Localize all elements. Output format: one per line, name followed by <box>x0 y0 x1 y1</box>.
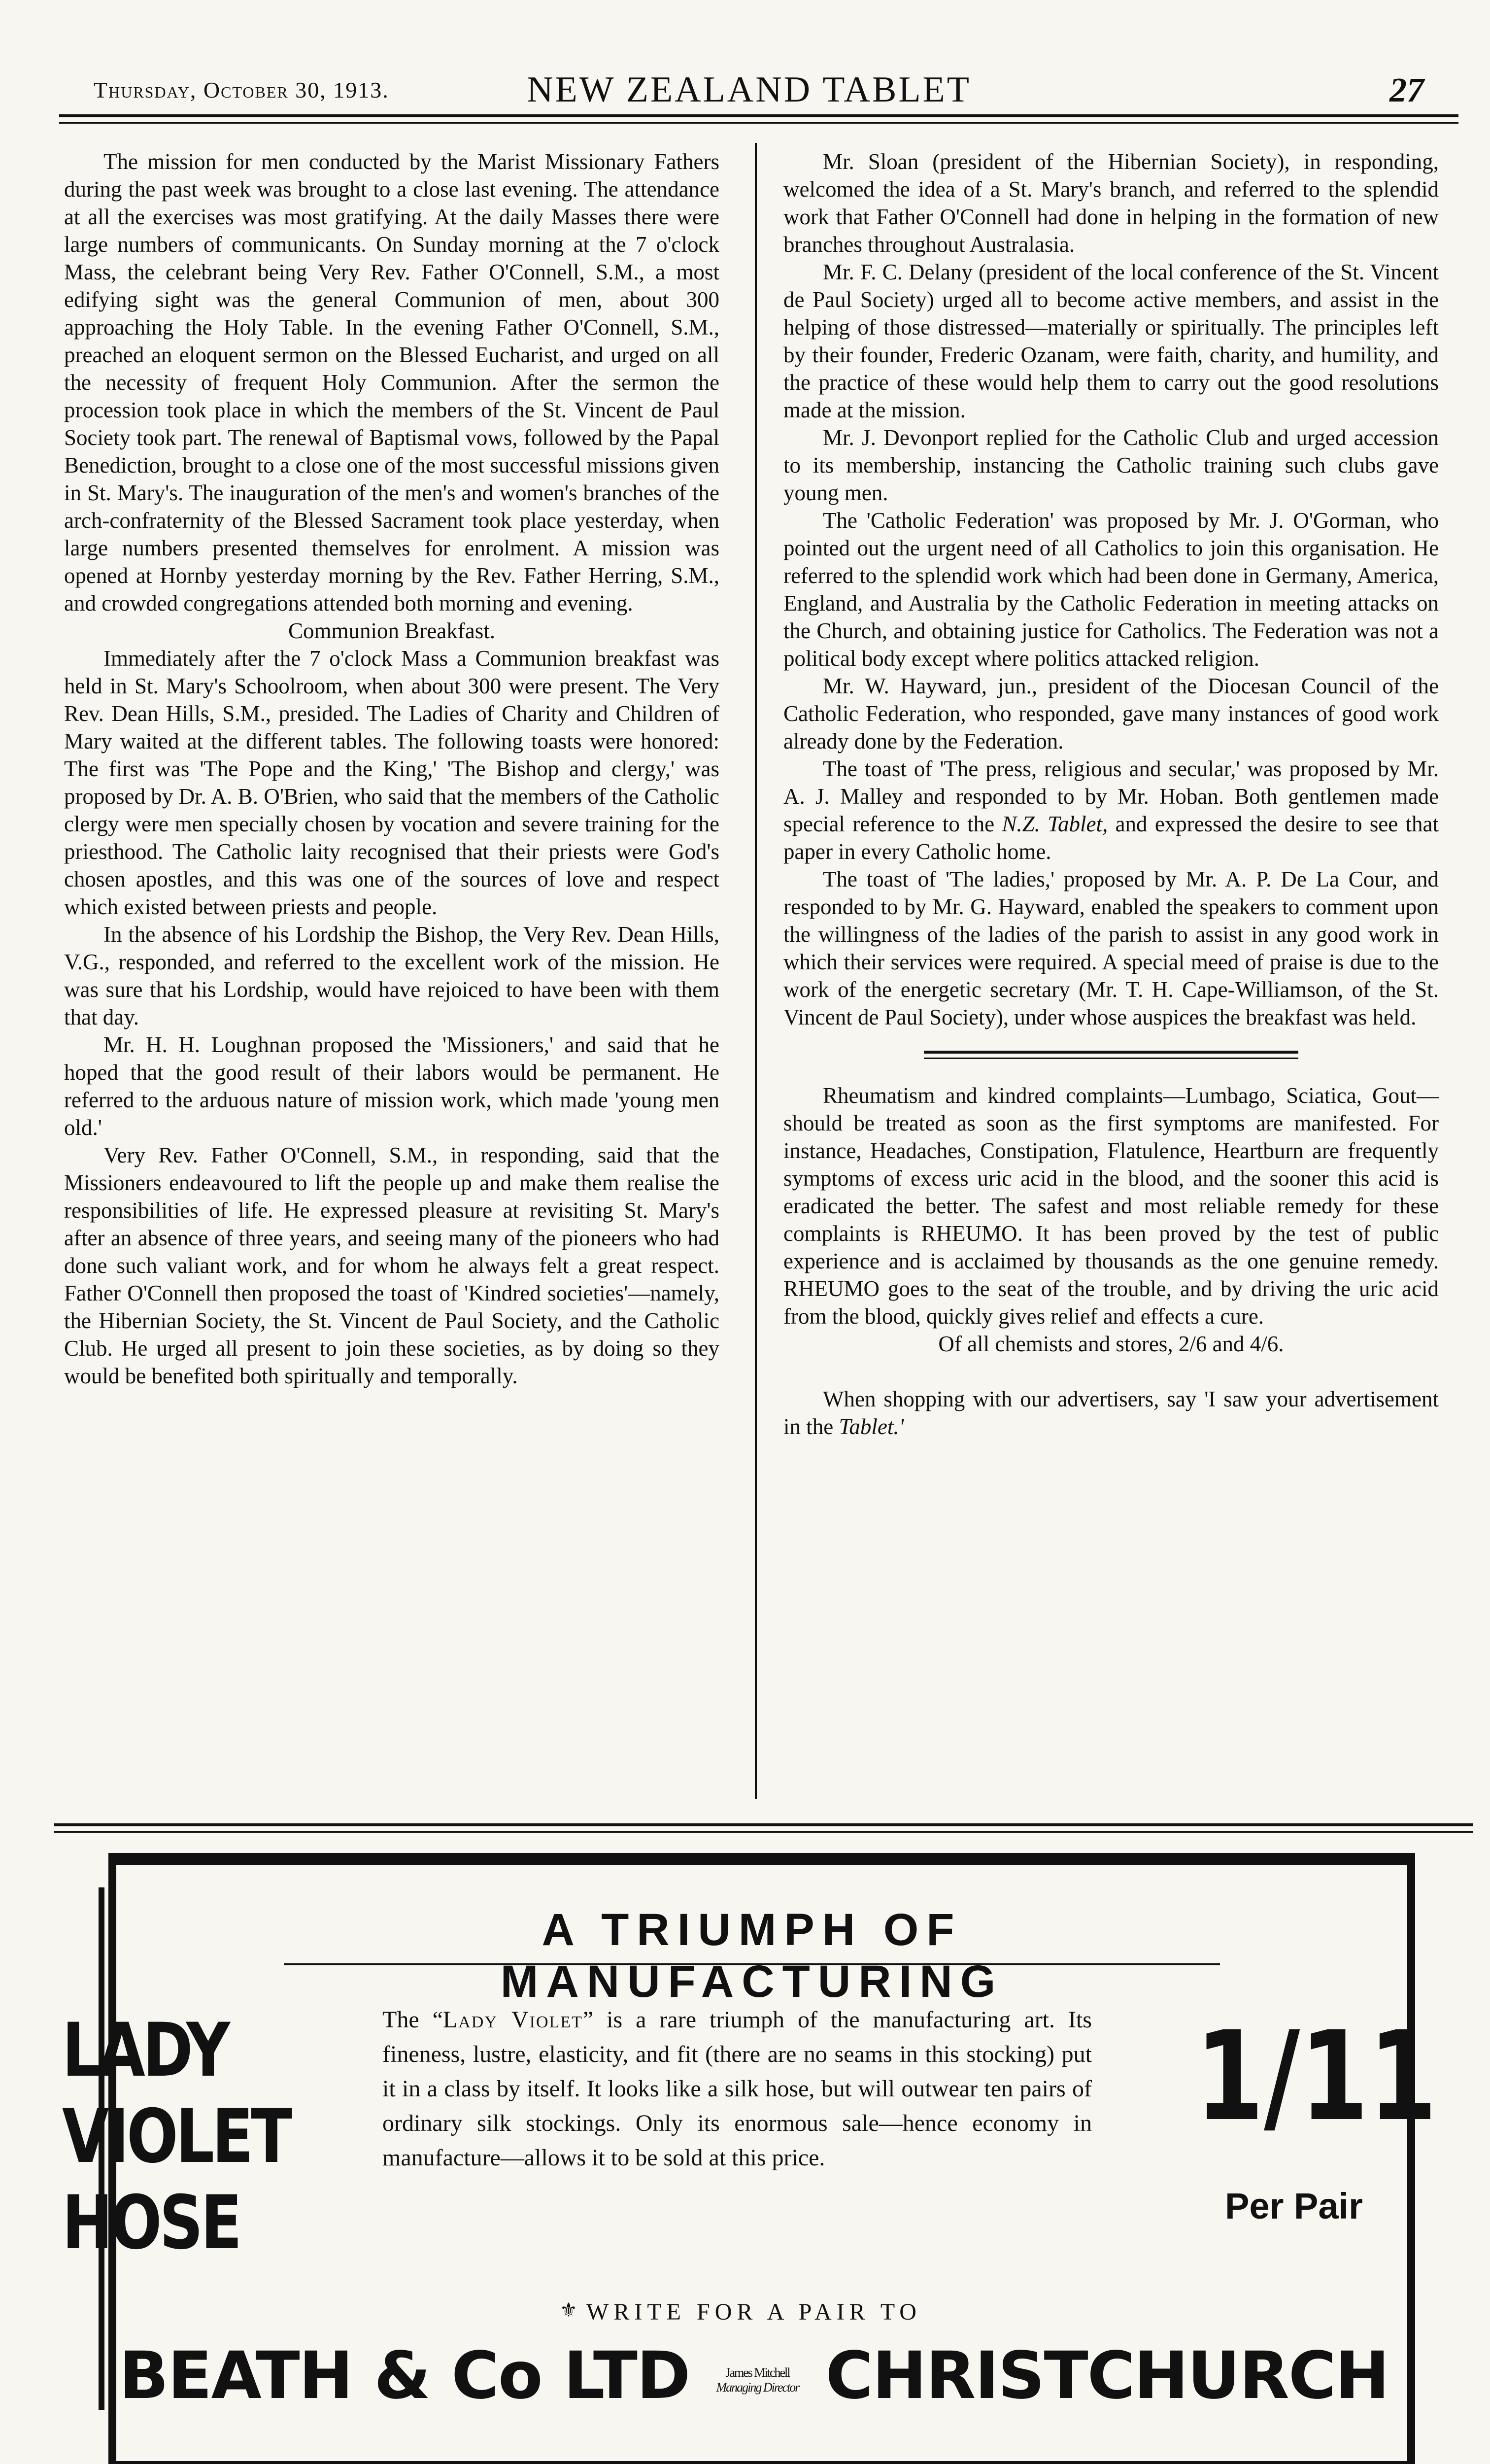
mission-paragraph: The mission for men conducted by the Marist Missionary Fathers during the past week was brought to a close last evening. The attendance at all the exercises was most gratifying. At the daily Masses there were large numbers of communicants. On Sunday morning at the 7 o'clock Mass, the celebrant being Very Rev. Father O'Connell, S.M., a most edifying sight was the general Communion of men, about 300 approaching the Holy Table. In the evening Father O'Connell, S.M., preached an eloquent sermon on the Blessed Eucharist, and urged on all the necessity of frequent Holy Communion. After the sermon the procession took place in which the members of the St. Vincent de Paul Society took part. The renewal of Baptismal vows, followed by the Papal Benediction, brought to a close one of the most successful missions given in St. Mary's. The inauguration of the men's and women's branches of the arch-confraternity of the Blessed Sacrament took place yesterday, when large numbers presented themselves for enrolment. A mission was opened at Hornby yesterday morning by the Rev. Father Herring, S.M., and crowded congregations attended both morning and evening. <box>64 149 719 616</box>
sloan-paragraph: Mr. Sloan (president of the Hibernian Society), in responding, welcomed the idea of a St. Mary's branch, and referred to the splendid work that Father O'Connell had done in helping in the formation of new branches throughout Australasia. <box>783 149 1439 257</box>
brand-line: VIOLET <box>62 2094 290 2180</box>
right-column <box>783 148 1439 1440</box>
company-line <box>116 2338 1391 2414</box>
company-city: CHRISTCHURCH <box>825 2338 1389 2414</box>
federation-paragraph: The 'Catholic Federation' was proposed by Mr. J. O'Gorman, who pointed out the urgent need of all Catholics to join this organisation. He referred to the splendid work which had been done in Germany, America, England, and Australia by the Catholic Federation in meeting attacks on the Church, and obtaining justice for Catholics. The Federation was not a political body except where politics attacked religion. <box>783 508 1439 671</box>
advert-headline: A TRIUMPH OF MANUFACTURING <box>500 1905 1004 2007</box>
issue-date: Thursday, October 30, 1913. <box>94 77 389 103</box>
rheumo-price-line: Of all chemists and stores, 2/6 and 4/6. <box>938 1332 1284 1356</box>
ladies-toast-paragraph: The toast of 'The ladies,' proposed by Mr. A. P. De La Cour, and responded to by Mr. G. Hayward, enabled the speakers to comment upon the willingness of the ladies of the parish to assist in any good work in which their services were required. A special meed of praise is due to the work of the energetic secretary (Mr. T. H. Cape-Williamson, of the St. Vincent de Paul Society), under whose auspices the breakfast was held. <box>783 867 1439 1029</box>
bishop-paragraph: In the absence of his Lordship the Bishop, the Very Rev. Dean Hills, V.G., responded, and referred to the excellent work of the mission. He was sure that his Lordship, would have rejoiced to have been with them that day. <box>64 922 719 1029</box>
company-name: BEATH & Co LTD <box>119 2338 690 2414</box>
oconnell-paragraph: Very Rev. Father O'Connell, S.M., in responding, said that the Missioners endeavoured to lift the people up and make them realise the responsibilities of life. He expressed pleasure at revisiting St. Mary's after an absence of three years, and seeing many of the pioneers who had done such valiant work, and for whom he always felt a great respect. Father O'Connell then proposed the toast of 'Kindred societies'—namely, the Hibernian Society, the St. Vincent de Paul Society, and the Catholic Club. He urged all present to join these societies, as by doing so they would be benefited both spiritually and temporally. <box>64 1143 719 1388</box>
crest-icon: ⚜ <box>560 2299 577 2321</box>
section-rule <box>924 1051 1298 1059</box>
manager-signature: James Mitchell Managing Director <box>716 2365 799 2395</box>
advertisers-note: When shopping with our advertisers, say 'I saw your advertisement in the Tablet.' <box>783 1387 1439 1439</box>
page-number: 27 <box>1389 71 1424 109</box>
left-column <box>64 148 719 1390</box>
lady-violet-advertisement <box>62 1853 1437 2464</box>
advert-body: The “Lady Violet” is a rare triumph of the manufacturing art. Its fineness, lustre, elasticity, and fit (there are no seams in this stocking) put it in a class by itself. It looks like a silk hose, but will outwear ten pairs of ordinary silk stockings. Only its enormous sale—hence economy in manufacture—allows it to be sold at this price. <box>382 2007 1092 2171</box>
rheumo-paragraph: Rheumatism and kindred complaints—Lumbago, Sciatica, Gout—should be treated as soon as the first symptoms are manifested. For instance, Headaches, Constipation, Flatulence, Heartburn are frequently symptoms of excess uric acid in the blood, and the sooner this acid is eradicated the better. The safest and most reliable remedy for these complaints is RHEUMO. It has been proved by the test of public experience and is acclaimed by thousands as the one genuine remedy. RHEUMO goes to the seat of the trouble, and by driving the uric acid from the blood, quickly gives relief and effects a cure. <box>783 1083 1439 1329</box>
brand-line: LADY <box>62 2008 228 2093</box>
masthead-title: NEW ZEALAND TABLET <box>527 69 971 110</box>
hayward-paragraph: Mr. W. Hayward, jun., president of the Diocesan Council of the Catholic Federation, who responded, gave many instances of good work already done by the Federation. <box>783 674 1439 753</box>
breakfast-paragraph: Immediately after the 7 o'clock Mass a Communion breakfast was held in St. Mary's Schoolroom, when about 300 were present. The Very Rev. Dean Hills, S.M., presided. The Ladies of Charity and Children of Mary waited at the different tables. The following toasts were honored: The first was 'The Pope and the King,' 'The Bishop and clergy,' was proposed by Dr. A. B. O'Brien, who said that the members of the Catholic clergy were men specially chosen by vocation and severe training for the priesthood. The Catholic laity recognised that their priests were God's chosen apostles, and this was one of the sources of love and respect which existed between priests and people. <box>64 646 719 919</box>
price: 1/11 <box>1195 2005 1437 2148</box>
communion-breakfast-subhead: Communion Breakfast. <box>288 618 495 643</box>
press-toast-paragraph: The toast of 'The press, religious and secular,' was proposed by Mr. A. J. Malley and responded to by Mr. Hoban. Both gentlemen made special reference to the N.Z. Tablet, and expressed the desire to see that paper in every Catholic home. <box>783 756 1439 864</box>
advert-headline-rule <box>284 1963 1220 1965</box>
delany-paragraph: Mr. F. C. Delany (president of the local conference of the St. Vincent de Paul Society) urged all to become active members, and assist in the helping of those distressed—materially or spiritually. The principles left by their founder, Frederic Ozanam, were faith, charity, and humility, and the practice of these would help them to carry out the good resolutions made at the mission. <box>783 260 1439 422</box>
devonport-paragraph: Mr. J. Devonport replied for the Catholic Club and urged accession to its membership, instancing the Catholic training such clubs gave young men. <box>783 425 1439 505</box>
brand-line: HOSE <box>62 2180 240 2266</box>
call-to-action: WRITE FOR A PAIR TO <box>586 2299 921 2325</box>
brand-name <box>62 2008 290 2266</box>
header-rule <box>59 114 1458 124</box>
loughnan-paragraph: Mr. H. H. Loughnan proposed the 'Missioners,' and said that he hoped that the good result of their labors would be permanent. He referred to the arduous nature of mission work, which made 'young men old.' <box>64 1032 719 1140</box>
column-divider <box>755 143 757 1799</box>
advert-top-rule <box>54 1823 1473 1833</box>
page-header <box>59 59 1439 113</box>
price-unit: Per Pair <box>1225 2186 1363 2226</box>
